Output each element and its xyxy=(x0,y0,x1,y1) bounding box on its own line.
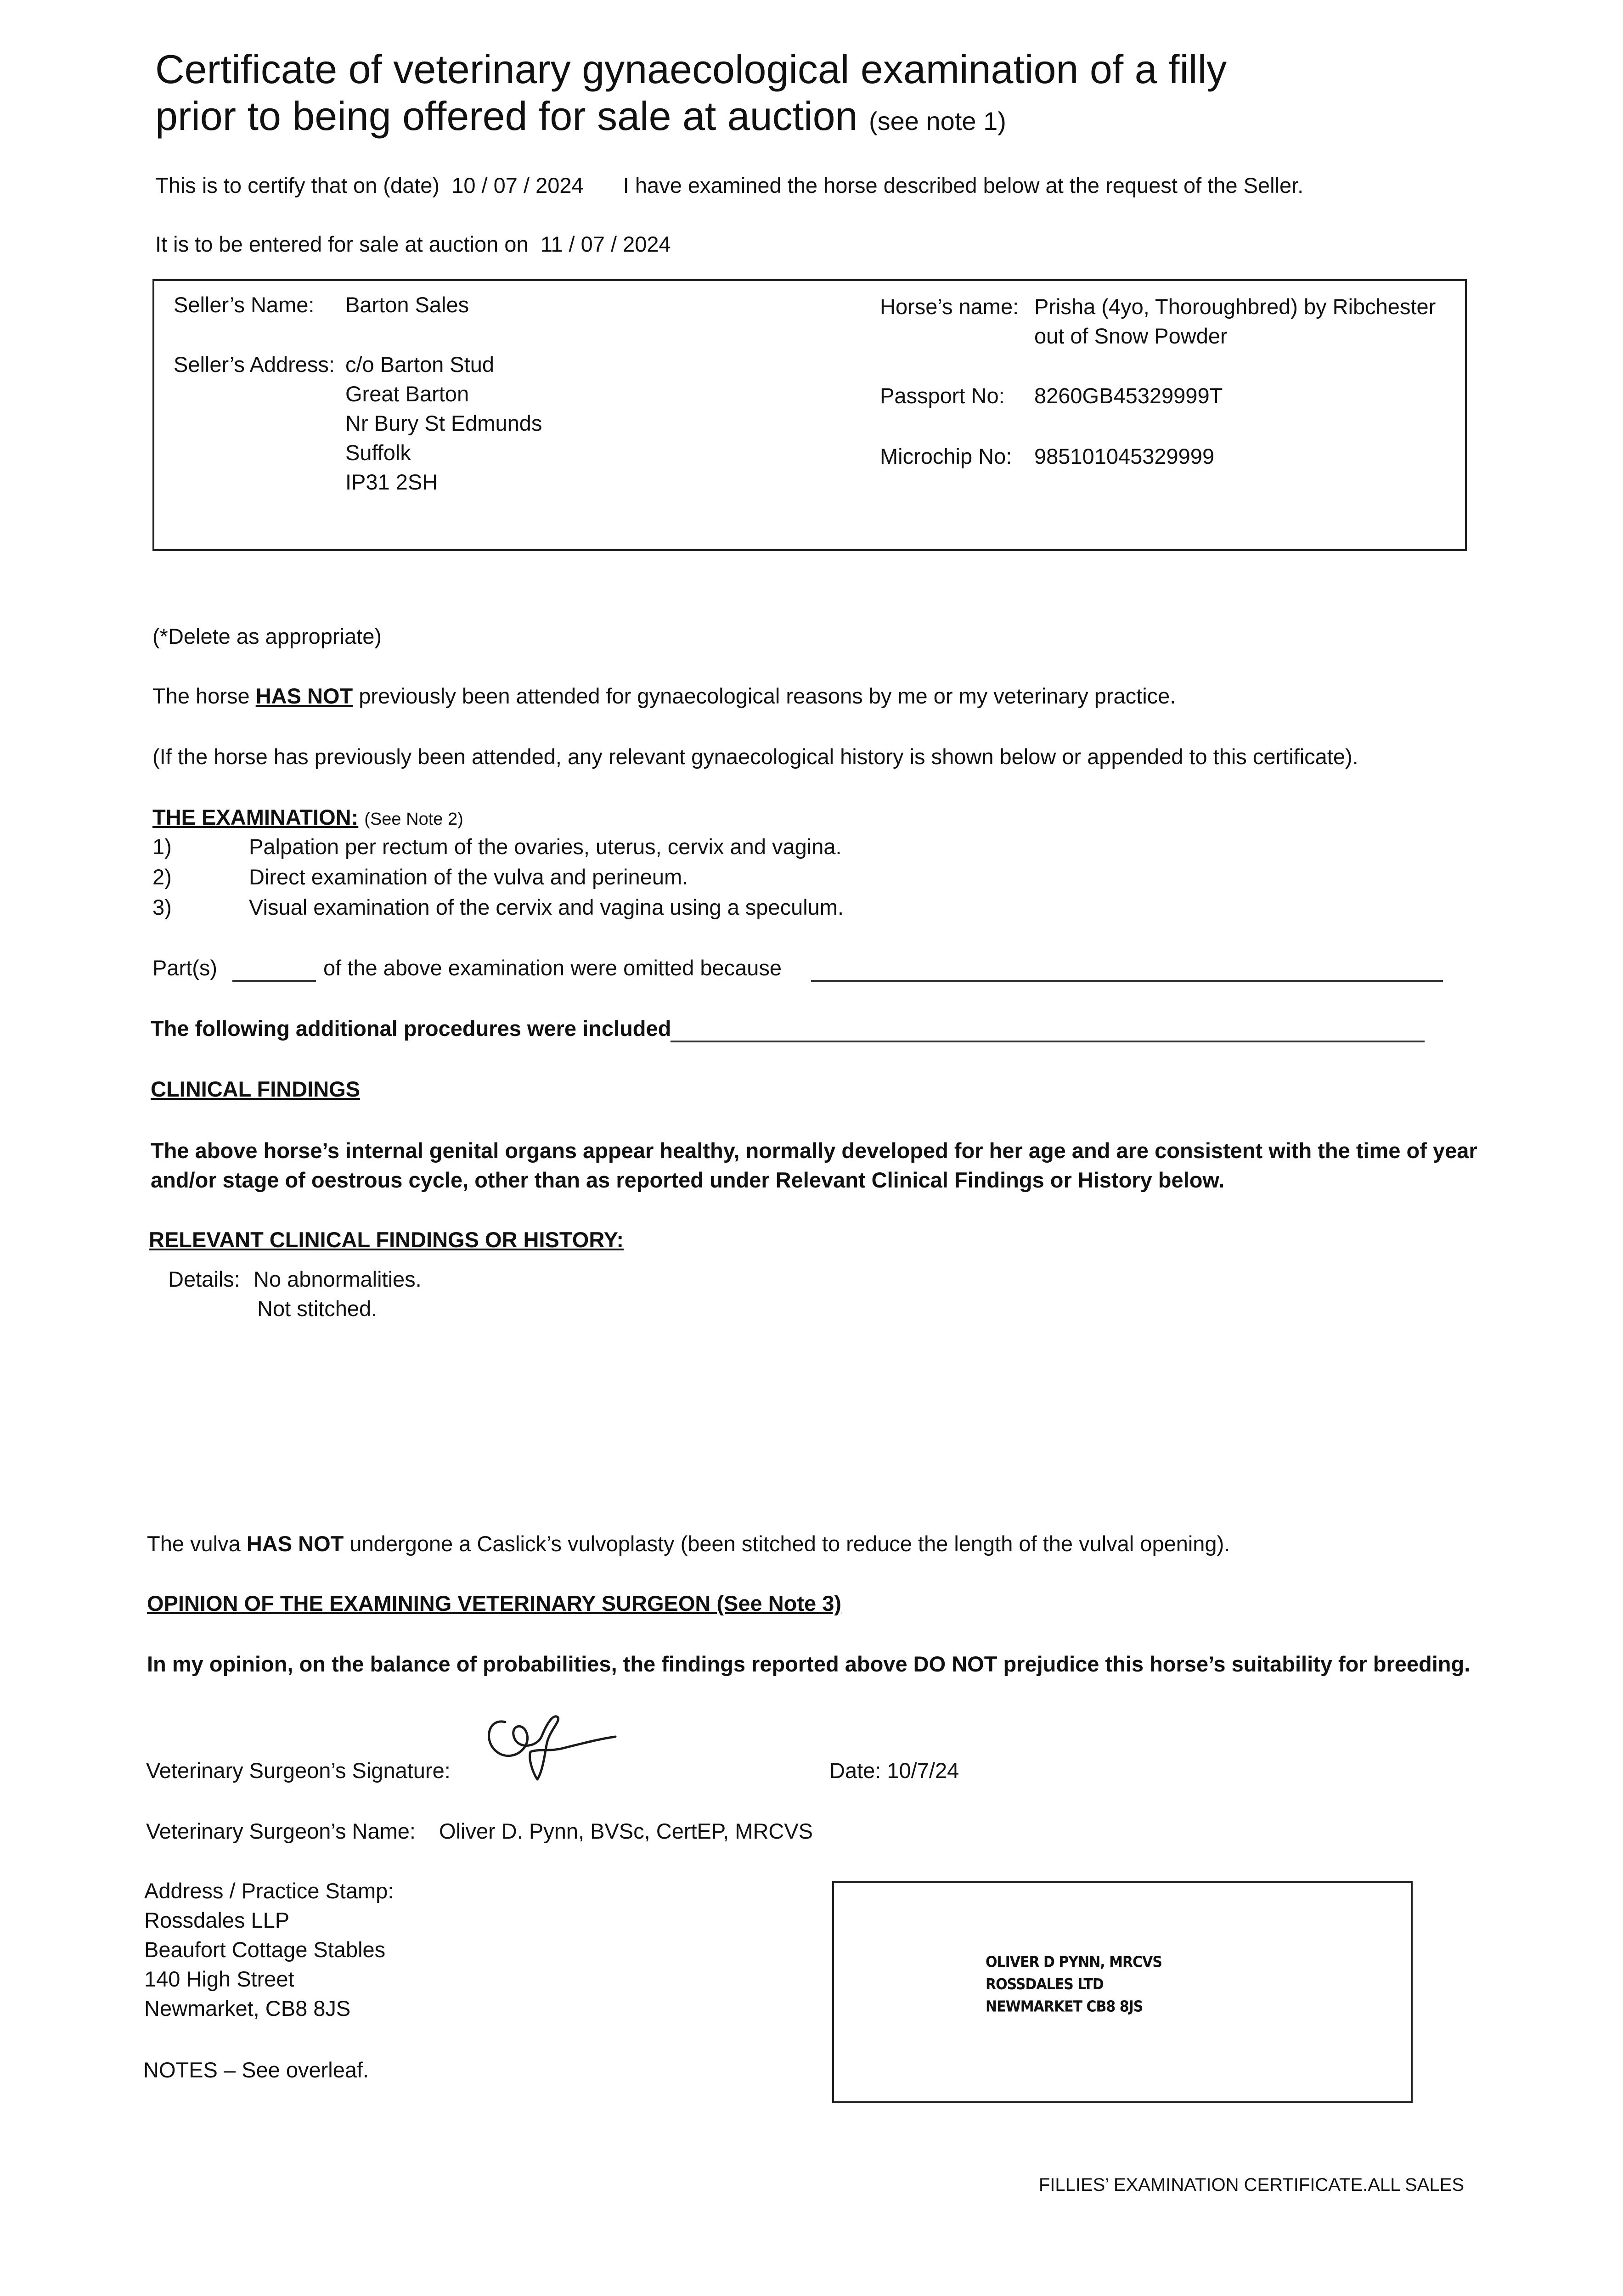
vulva-emphasis: HAS NOT xyxy=(246,1531,344,1556)
item-text: Visual examination of the cervix and vagina using a speculum. xyxy=(249,895,844,919)
practice-line: Beaufort Cottage Stables xyxy=(144,1937,386,1962)
surgeon-name-label: Veterinary Surgeon’s Name: xyxy=(146,1819,416,1843)
attendance-prefix: The horse xyxy=(152,684,250,708)
seller-address-line: Suffolk xyxy=(345,440,411,465)
details-line-2: Not stitched. xyxy=(257,1296,378,1321)
title-note: (see note 1) xyxy=(869,107,1006,135)
attendance-statement xyxy=(152,681,1176,711)
horse-name xyxy=(1034,292,1436,351)
horse-name-line-1: Prisha (4yo, Thoroughbred) by Ribchester xyxy=(1034,294,1436,319)
details-label: Details: xyxy=(168,1267,240,1291)
practice-address xyxy=(144,1876,394,2023)
microchip-label: Microchip No: xyxy=(880,444,1012,468)
exam-date: 10 / 07 / 2024 xyxy=(451,173,584,197)
seller-address xyxy=(345,350,542,497)
stamp-line: OLIVER D PYNN, MRCVS xyxy=(986,1953,1162,1971)
vulva-suffix: undergone a Caslick’s vulvoplasty (been stitched to reduce the length of the vulval opening). xyxy=(349,1531,1230,1556)
signature-label: Veterinary Surgeon’s Signature: xyxy=(146,1758,451,1783)
certify-suffix: I have examined the horse described below at the request of the Seller. xyxy=(623,173,1304,197)
relevant-findings-heading: RELEVANT CLINICAL FINDINGS OR HISTORY: xyxy=(149,1227,624,1252)
title-line-2 xyxy=(155,93,1227,145)
handwritten-signature xyxy=(473,1704,625,1786)
title-line-2-text: prior to being offered for sale at auction xyxy=(155,93,858,139)
seller-name-label: Seller’s Name: xyxy=(174,293,315,317)
horse-name-label: Horse’s name: xyxy=(880,294,1019,319)
omitted-middle: of the above examination were omitted because xyxy=(323,956,782,980)
stamp-line: ROSSDALES LTD xyxy=(986,1975,1104,1993)
certificate-title xyxy=(155,46,1227,145)
vulva-statement xyxy=(147,1529,1230,1559)
title-line-1: Certificate of veterinary gynaecological examination of a filly xyxy=(155,46,1227,92)
sale-date: 11 / 07 / 2024 xyxy=(540,232,671,256)
omitted-reason-blank xyxy=(811,980,1443,982)
practice-line: Rossdales LLP xyxy=(144,1908,290,1932)
examination-heading-note: (See Note 2) xyxy=(364,810,463,829)
clinical-statement-line-2: and/or stage of oestrous cycle, other than as reported under Relevant Clinical Findings or History below. xyxy=(151,1168,1225,1192)
examination-item xyxy=(152,832,172,861)
item-number: 1) xyxy=(152,834,172,859)
item-number: 3) xyxy=(152,895,172,919)
seller-address-line: Great Barton xyxy=(345,382,469,406)
examination-item xyxy=(152,862,172,892)
stamp-line: NEWMARKET CB8 8JS xyxy=(986,1998,1143,2016)
opinion-heading: OPINION OF THE EXAMINING VETERINARY SURGEON (See Note 3) xyxy=(147,1591,842,1615)
examination-heading-text: THE EXAMINATION: xyxy=(152,805,359,829)
practice-stamp xyxy=(986,1951,1162,2018)
microchip-number: 985101045329999 xyxy=(1034,444,1215,468)
examination-item xyxy=(152,893,172,922)
seller-address-line: Nr Bury St Edmunds xyxy=(345,411,542,435)
additional-procedures-label: The following additional procedures were included xyxy=(151,1016,671,1041)
history-note: (If the horse has previously been attended, any relevant gynaecological history is shown below or appended to this certificate). xyxy=(152,744,1358,769)
seller-address-line: IP31 2SH xyxy=(345,470,438,494)
practice-label: Address / Practice Stamp: xyxy=(144,1879,394,1903)
footer-form-name: FILLIES’ EXAMINATION CERTIFICATE.ALL SALES xyxy=(1038,2175,1464,2195)
signature-date xyxy=(829,1756,959,1785)
omitted-prefix: Part(s) xyxy=(152,956,217,980)
certify-prefix: This is to certify that on (date) xyxy=(155,173,440,197)
seller-address-label: Seller’s Address: xyxy=(174,352,335,377)
practice-line: 140 High Street xyxy=(144,1967,294,1991)
signature-date-value: 10/7/24 xyxy=(887,1758,959,1783)
attendance-suffix: previously been attended for gynaecological reasons by me or my veterinary practice. xyxy=(359,684,1176,708)
horse-name-line-2: out of Snow Powder xyxy=(1034,324,1228,348)
attendance-emphasis: HAS NOT xyxy=(255,684,353,708)
clinical-findings-heading: CLINICAL FINDINGS xyxy=(151,1077,361,1101)
sale-line xyxy=(155,230,671,259)
item-text: Palpation per rectum of the ovaries, uterus, cervix and vagina. xyxy=(249,834,842,859)
examination-heading xyxy=(152,803,463,834)
practice-line: Newmarket, CB8 8JS xyxy=(144,1996,351,2020)
surgeon-name: Oliver D. Pynn, BVSc, CertEP, MRCVS xyxy=(439,1819,813,1843)
item-number: 2) xyxy=(152,865,172,889)
signature-date-label: Date: xyxy=(829,1758,881,1783)
passport-label: Passport No: xyxy=(880,383,1005,408)
seller-address-line: c/o Barton Stud xyxy=(345,352,494,377)
notes-reference: NOTES – See overleaf. xyxy=(143,2058,369,2082)
vulva-prefix: The vulva xyxy=(147,1531,241,1556)
details-line-1: No abnormalities. xyxy=(254,1267,422,1291)
delete-note: (*Delete as appropriate) xyxy=(152,624,382,648)
additional-procedures-blank xyxy=(671,1041,1425,1042)
item-text: Direct examination of the vulva and perineum. xyxy=(249,865,688,889)
certify-line xyxy=(155,171,1303,200)
omitted-parts-blank xyxy=(232,980,316,982)
passport-number: 8260GB45329999T xyxy=(1034,383,1223,408)
opinion-statement: In my opinion, on the balance of probabilities, the findings reported above DO NOT prejudice this horse’s suitability for breeding. xyxy=(147,1652,1471,1676)
clinical-statement-line-1: The above horse’s internal genital organs appear healthy, normally developed for her age and are consistent with the time of year xyxy=(151,1138,1477,1163)
sale-prefix: It is to be entered for sale at auction on xyxy=(155,232,529,256)
seller-name: Barton Sales xyxy=(345,293,469,317)
